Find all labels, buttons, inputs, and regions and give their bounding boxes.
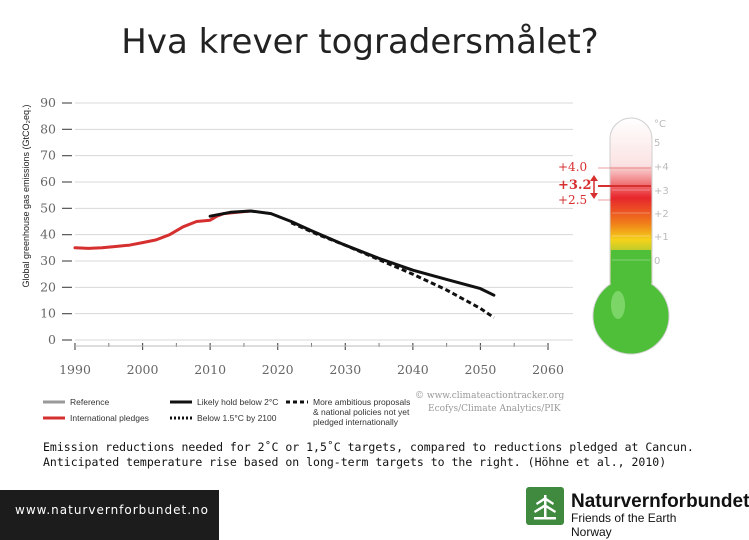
pledge-label: +4.0	[558, 160, 588, 174]
bulb-highlight	[611, 291, 625, 319]
y-tick-label: 0	[48, 332, 56, 347]
y-tick-label: 90	[40, 95, 56, 110]
y-axis-label: Global greenhouse gas emissions (GtCO₂eq.)	[21, 104, 31, 288]
x-tick-label: 2040	[396, 362, 429, 377]
x-tick-label: 2010	[194, 362, 227, 377]
credit-line: © www.climateactiontracker.org	[415, 391, 565, 401]
thermometer-scale-label: +1	[654, 232, 669, 243]
chart-axes	[40, 95, 564, 377]
y-tick-label: 40	[40, 226, 56, 242]
legend-label: Likely hold below 2°C	[197, 397, 279, 407]
caption-line-2: Anticipated temperature rise based on long-term targets to the right. (Höhne et al., 2010)	[43, 455, 667, 469]
pledge-label: +3.2	[558, 178, 592, 193]
pledge-label: +2.5	[558, 193, 588, 207]
y-tick-label: 80	[40, 121, 56, 137]
legend-label: More ambitious proposals & national policies not yet pledged internationally	[313, 397, 411, 427]
legend-label: Reference	[70, 397, 110, 407]
org-subtitle: Friends of the Earth Norway	[571, 511, 677, 539]
x-tick-label: 2020	[261, 362, 294, 377]
thermometer-scale-label: +2	[654, 209, 669, 220]
chart-grid	[75, 103, 573, 340]
x-tick-label: 2050	[464, 362, 497, 377]
thermometer-scale-label: 5	[654, 138, 661, 149]
tree-logo-icon	[526, 487, 564, 525]
thermometer-scale-label: +4	[654, 162, 669, 173]
slide-title: Hva krever togradersmålet?	[121, 22, 599, 62]
legend-label: Below 1.5°C by 2100	[197, 413, 277, 423]
y-tick-label: 50	[40, 200, 56, 216]
chart-series	[75, 211, 494, 318]
y-tick-label: 60	[40, 174, 56, 189]
pledge-arrow-down	[590, 193, 598, 199]
series-line	[75, 211, 251, 248]
caption-line-1: Emission reductions needed for 2˚C or 1,5˚C targets, compared to reductions pledged at Cancun.	[43, 440, 694, 454]
legend-label: International pledges	[70, 413, 149, 423]
thermometer	[558, 118, 669, 354]
x-tick-label: 2030	[329, 362, 362, 377]
y-tick-label: 30	[40, 253, 56, 268]
y-tick-label: 20	[40, 279, 56, 295]
thermometer-scale-label: 0	[654, 256, 661, 267]
y-tick-label: 10	[40, 305, 56, 321]
org-name: Naturvernforbundet	[571, 491, 749, 512]
thermometer-scale-label: +3	[654, 186, 669, 197]
series-line	[210, 211, 494, 295]
figure-caption	[43, 440, 694, 470]
y-tick-label: 70	[40, 147, 56, 163]
thermometer-unit: °C	[654, 119, 666, 130]
series-line	[291, 223, 494, 318]
chart-legend	[43, 397, 410, 427]
x-tick-label: 2000	[126, 362, 159, 377]
credit-line: Ecofys/Climate Analytics/PIK	[428, 404, 561, 414]
x-tick-label: 2060	[532, 362, 564, 377]
website-link[interactable]: www.naturvernforbundet.no	[15, 503, 209, 517]
x-tick-label: 1990	[59, 362, 91, 377]
